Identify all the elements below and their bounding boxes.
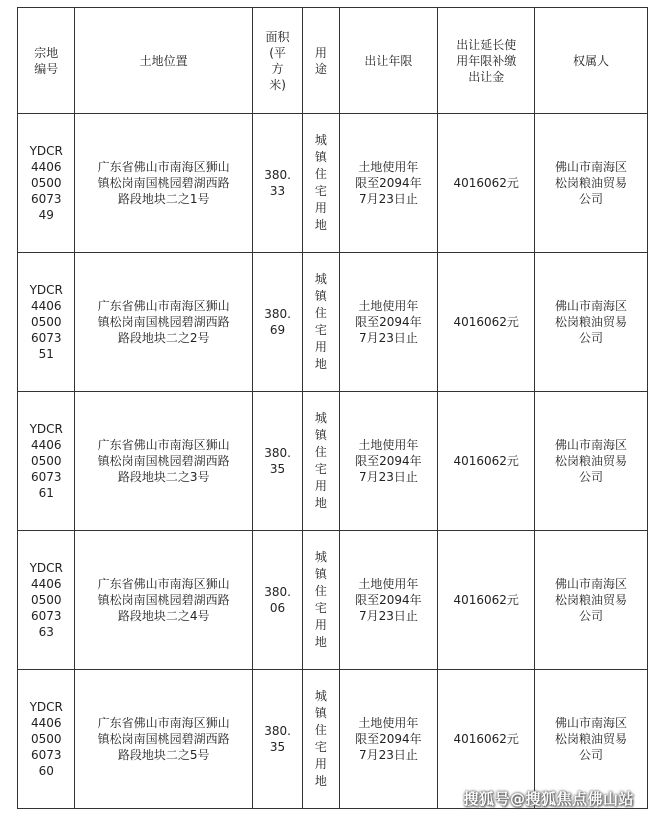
cell-location: 广东省佛山市南海区狮山 镇松岗南国桃园碧湖西路 路段地块二之4号 — [75, 531, 252, 670]
table-header-row — [18, 8, 648, 114]
cell-fee: 4016062元 — [438, 670, 535, 809]
cell-location: 广东省佛山市南海区狮山 镇松岗南国桃园碧湖西路 路段地块二之2号 — [75, 253, 252, 392]
cell-owner: 佛山市南海区 松岗粮油贸易 公司 — [535, 114, 648, 253]
cell-use: 城镇住宅用地 — [303, 114, 339, 253]
cell-parcel-no: YDCR 4406 0500 6073 49 — [18, 114, 75, 253]
cell-owner: 佛山市南海区 松岗粮油贸易 公司 — [535, 392, 648, 531]
cell-owner: 佛山市南海区 松岗粮油贸易 公司 — [535, 531, 648, 670]
header-location: 土地位置 — [75, 8, 252, 114]
header-area: 面积 (平 方 米) — [252, 8, 302, 114]
cell-area: 380. 06 — [252, 531, 302, 670]
cell-fee: 4016062元 — [438, 392, 535, 531]
cell-term: 土地使用年 限至2094年 7月23日止 — [339, 531, 438, 670]
cell-area: 380. 35 — [252, 670, 302, 809]
cell-term: 土地使用年 限至2094年 7月23日止 — [339, 253, 438, 392]
header-use: 用 途 — [303, 8, 339, 114]
table-row — [18, 114, 648, 253]
cell-term: 土地使用年 限至2094年 7月23日止 — [339, 114, 438, 253]
cell-parcel-no: YDCR 4406 0500 6073 61 — [18, 392, 75, 531]
cell-area: 380. 35 — [252, 392, 302, 531]
cell-use: 城镇住宅用地 — [303, 531, 339, 670]
cell-use: 城镇住宅用地 — [303, 670, 339, 809]
cell-location: 广东省佛山市南海区狮山 镇松岗南国桃园碧湖西路 路段地块二之5号 — [75, 670, 252, 809]
header-owner: 权属人 — [535, 8, 648, 114]
cell-area: 380. 69 — [252, 253, 302, 392]
watermark: 搜狐号@搜狐焦点佛山站 — [463, 790, 634, 808]
header-fee: 出让延长使 用年限补缴 出让金 — [438, 8, 535, 114]
cell-use: 城镇住宅用地 — [303, 253, 339, 392]
cell-fee: 4016062元 — [438, 531, 535, 670]
cell-fee: 4016062元 — [438, 253, 535, 392]
table-row — [18, 531, 648, 670]
cell-fee: 4016062元 — [438, 114, 535, 253]
cell-use: 城镇住宅用地 — [303, 392, 339, 531]
cell-owner: 佛山市南海区 松岗粮油贸易 公司 — [535, 670, 648, 809]
cell-area: 380. 33 — [252, 114, 302, 253]
cell-term: 土地使用年 限至2094年 7月23日止 — [339, 670, 438, 809]
cell-term: 土地使用年 限至2094年 7月23日止 — [339, 392, 438, 531]
cell-parcel-no: YDCR 4406 0500 6073 63 — [18, 531, 75, 670]
cell-parcel-no: YDCR 4406 0500 6073 51 — [18, 253, 75, 392]
cell-parcel-no: YDCR 4406 0500 6073 60 — [18, 670, 75, 809]
cell-location: 广东省佛山市南海区狮山 镇松岗南国桃园碧湖西路 路段地块二之1号 — [75, 114, 252, 253]
header-parcel-no: 宗地 编号 — [18, 8, 75, 114]
header-term: 出让年限 — [339, 8, 438, 114]
cell-location: 广东省佛山市南海区狮山 镇松岗南国桃园碧湖西路 路段地块二之3号 — [75, 392, 252, 531]
table-row — [18, 253, 648, 392]
land-parcel-table — [17, 7, 648, 809]
table-row — [18, 392, 648, 531]
cell-owner: 佛山市南海区 松岗粮油贸易 公司 — [535, 253, 648, 392]
